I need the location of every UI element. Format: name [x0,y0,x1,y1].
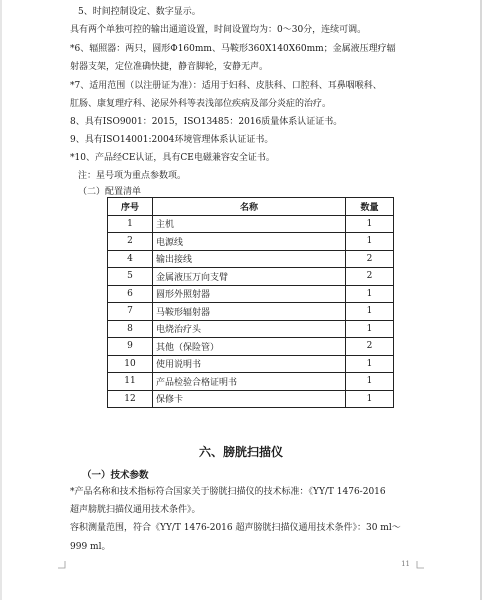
cell-quantity: 1 [346,215,394,233]
bladder-spec-line-4: 999 ml。 [70,542,111,552]
table-row [108,233,394,251]
cell-quantity: 2 [346,268,394,286]
cell-quantity: 2 [346,250,394,268]
bladder-spec-line-3: 容积测量范围，符合《YY/T 1476-2016 超声膀胱扫描仪通用技术条件》：30 ml～ [70,523,401,533]
subsection-heading: （一）技术参数 [82,470,149,481]
spec-line-8: 8、具有ISO9001：2015，ISO13485：2016质量体系认证证书。 [70,117,343,127]
corner-mark-icon [58,561,66,569]
bladder-spec-line-2: 超声膀胱扫描仪通用技术条件》。 [70,505,201,515]
spec-line-10: *10、产品经CE认证，具有CE电磁兼容安全证书。 [70,153,275,163]
cell-name: 电烧治疗头 [153,320,346,338]
cell-index: 7 [108,303,153,321]
cell-name: 马鞍形辐射器 [153,303,346,321]
table-row [108,373,394,391]
cell-name: 产品检验合格证明书 [153,373,346,391]
config-list-title: （二）配置清单 [78,187,142,197]
spec-line-6a: *6、辐照器：两只，圆形Ф160mm、马鞍形360X140X60mm；金属液压理疗辐 [70,44,396,54]
cell-name: 其他（保险管） [153,338,346,356]
table-header-row [108,198,394,216]
cell-name: 圆形外照射器 [153,285,346,303]
corner-mark-icon [416,561,424,569]
section-heading: 六、膀胱扫描仪 [198,445,283,459]
cell-quantity: 1 [346,303,394,321]
cell-index: 6 [108,285,153,303]
cell-index: 5 [108,268,153,286]
config-table [107,197,394,408]
table-row [108,303,394,321]
table-row [108,355,394,373]
table-row [108,250,394,268]
cell-name: 使用说明书 [153,355,346,373]
cell-name: 金属液压万向支臂 [153,268,346,286]
header-name: 名称 [153,198,346,216]
table-row [108,338,394,356]
cell-index: 9 [108,338,153,356]
cell-index: 10 [108,355,153,373]
page-left-edge [0,0,2,600]
cell-index: 2 [108,233,153,251]
cell-quantity: 1 [346,373,394,391]
spec-line-6b: 射器支架，定位准确快捷，静音脚轮，安静无声。 [70,62,269,72]
spec-line-9: 9、具有ISO14001:2004环境管理体系认证证书。 [70,135,274,145]
spec-line-channels: 具有两个单独可控的输出通道设置，时间设置均为：0～30分，连续可调。 [70,25,367,35]
spec-line-7a: *7、适用范围（以注册证为准）：适用于妇科、皮肤科、口腔科、耳鼻咽喉科、 [70,81,382,91]
cell-name: 保修卡 [153,390,346,408]
header-quantity: 数量 [346,198,394,216]
cell-index: 4 [108,250,153,268]
bladder-spec-line-1: *产品名称和技术指标符合国家关于膀胱扫描仪的技术标准：《YY/T 1476-2016 [70,487,386,497]
table-row [108,285,394,303]
page-number: 11 [401,560,410,568]
spec-line-5: 5、时间控制设定、数字显示。 [78,7,201,17]
table-row [108,268,394,286]
table-row [108,320,394,338]
cell-quantity: 1 [346,233,394,251]
cell-quantity: 1 [346,355,394,373]
cell-name: 电源线 [153,233,346,251]
cell-name: 输出接线 [153,250,346,268]
table-row [108,215,394,233]
cell-index: 12 [108,390,153,408]
note-line: 注：星号项为重点参数项。 [78,171,187,181]
table-row [108,390,394,408]
cell-name: 主机 [153,215,346,233]
cell-index: 8 [108,320,153,338]
cell-quantity: 1 [346,320,394,338]
cell-quantity: 2 [346,338,394,356]
cell-index: 11 [108,373,153,391]
header-index: 序号 [108,198,153,216]
cell-index: 1 [108,215,153,233]
cell-quantity: 1 [346,390,394,408]
cell-quantity: 1 [346,285,394,303]
spec-line-7b: 肛肠、康复理疗科、泌尿外科等表浅部位疾病及部分炎症的治疗。 [70,99,332,109]
